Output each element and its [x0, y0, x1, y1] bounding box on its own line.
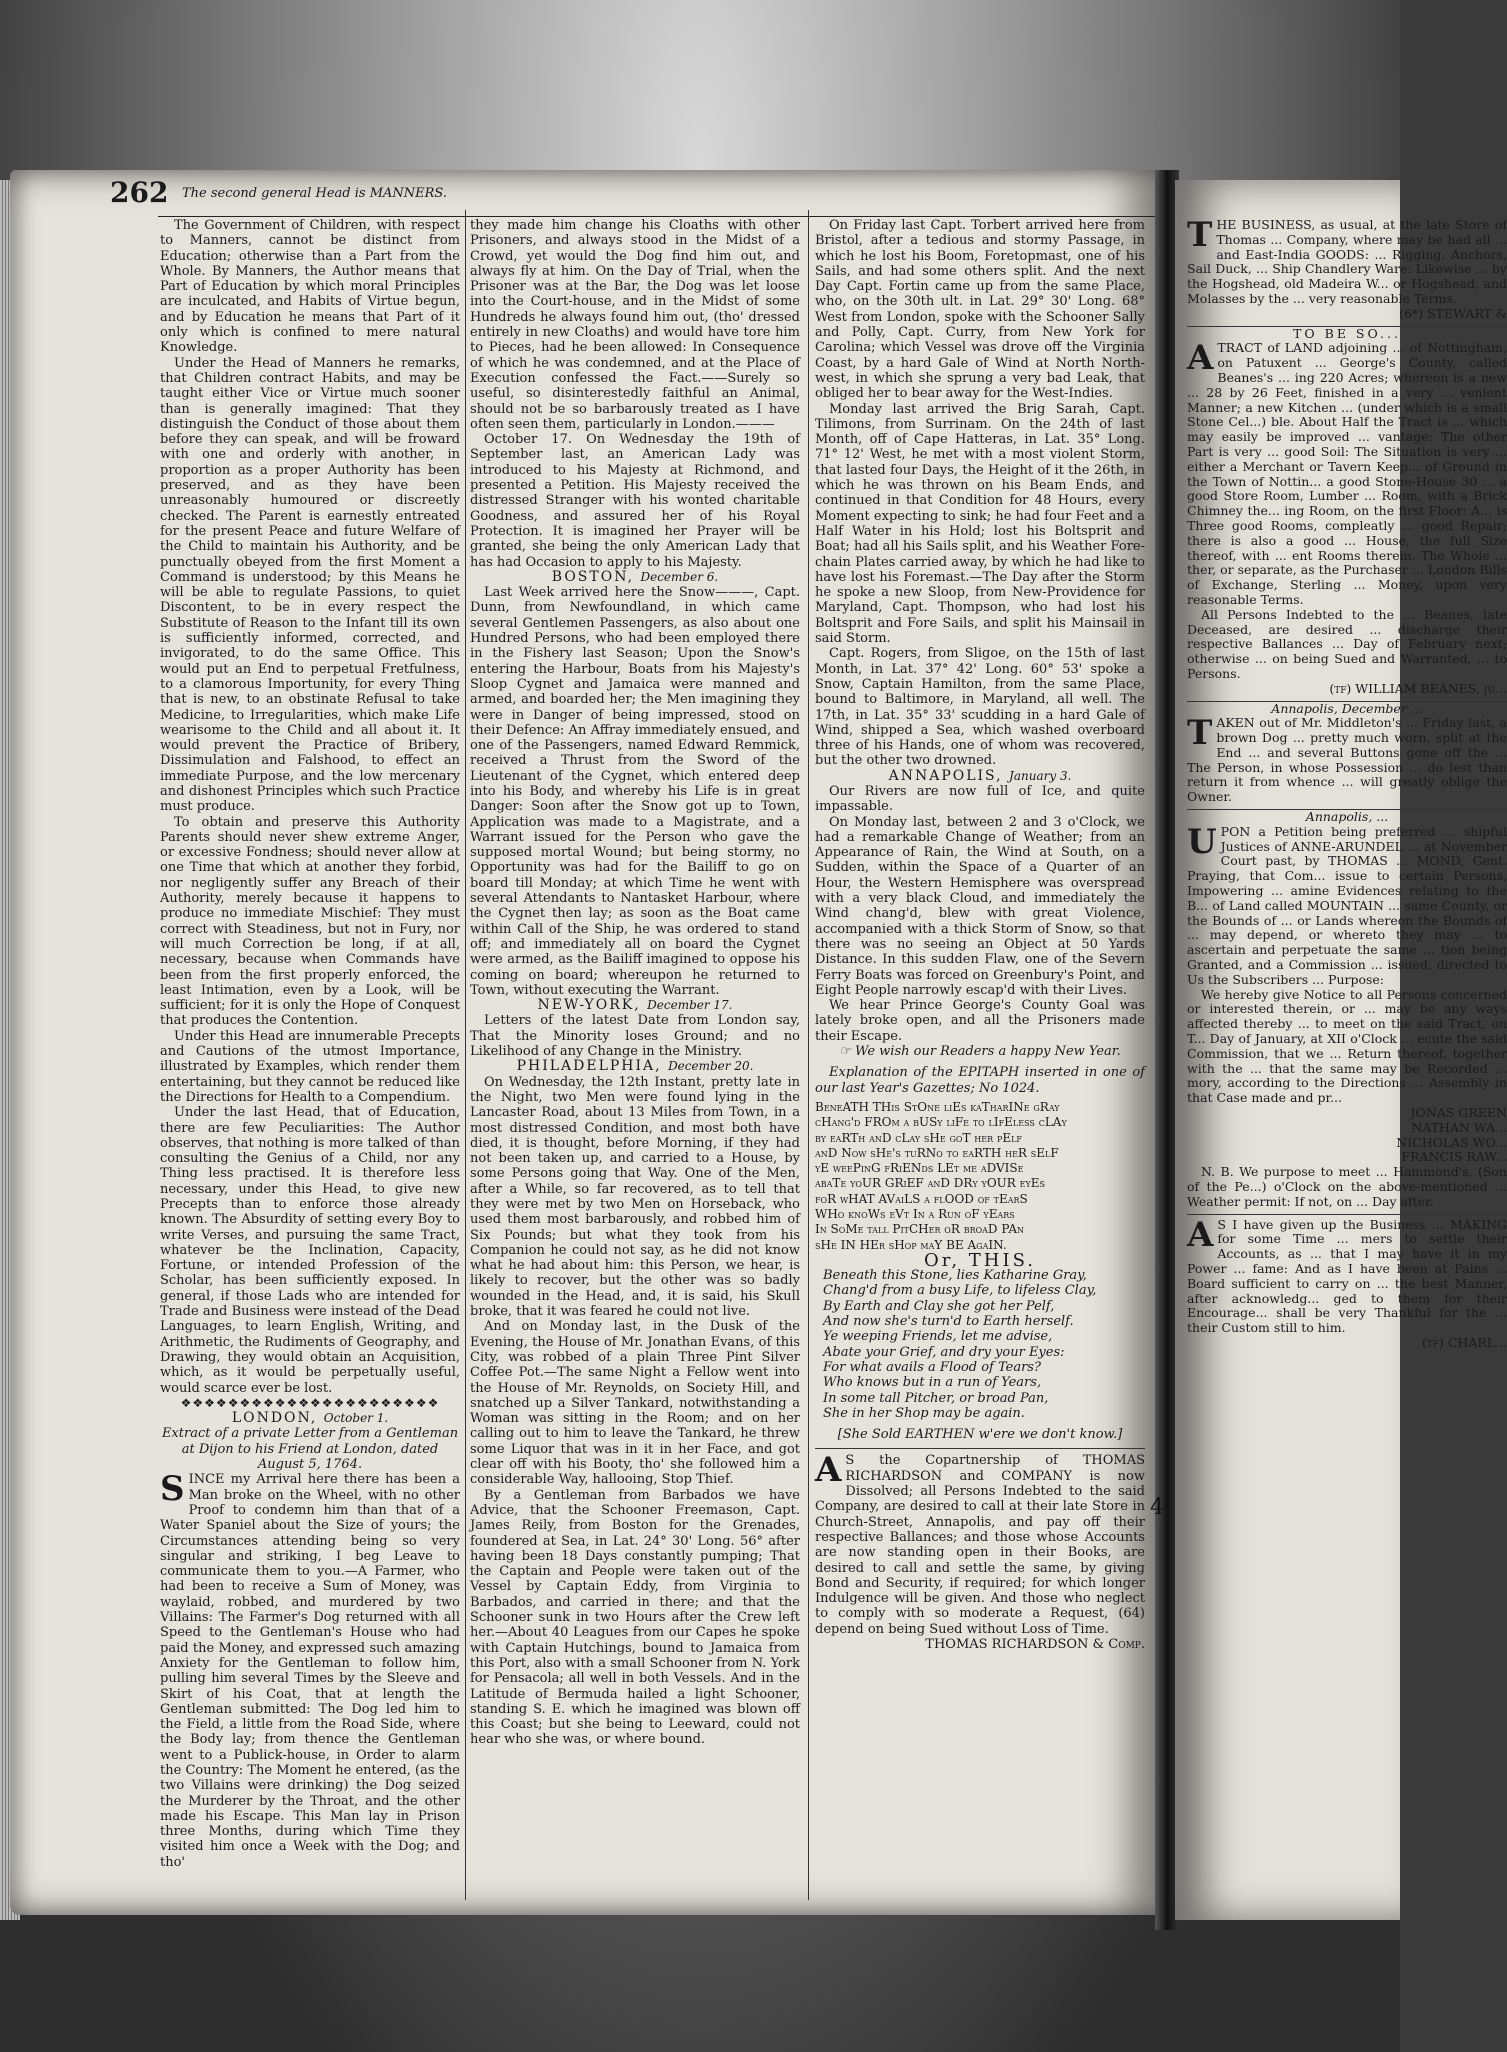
dateline-date: December 6.	[640, 569, 719, 584]
advertisement	[1187, 215, 1507, 307]
margin-note: 4	[1150, 1495, 1164, 1520]
ad-signature: JONAS GREEN	[1410, 1105, 1507, 1121]
ad-signature: THOMAS RICHARDSON & Comp.	[925, 1637, 1145, 1653]
ornament-divider: ❖❖❖❖❖❖❖❖❖❖❖❖❖❖❖❖❖❖❖❖❖❖	[180, 1395, 440, 1410]
drop-cap: T	[1187, 713, 1213, 754]
paragraph: Letters of the latest Date from London say, That the Minority loses Ground; and no Likelihood of any Change in the Ministry.	[470, 1013, 800, 1060]
ad-body: All Persons Indebted to the ... Beanes, late Deceased, are desired ... discharge their respective Ballances ... Day of February next; otherwise ... on being Sued and Warranted, ... to Persons.	[1187, 606, 1507, 681]
ad-body: PON a Petition being preferred ... shipful Justices of ANNE-ARUNDEL ... at November Court past, by THOMAS ... MOND, Gent. Praying, that Com... issue to certain Persons, Impowering ... amine Evidences relating to the B... of Land called MOUNTAIN ... same County, or the Bounds of ... or Lands whereon the Bounds of ... may depend, or whereto they may ... to ascertain and perpetuate the same ... tion being Granted, and a Commission ... issued, directed to Us the Subscribers ... Purpose:	[1187, 823, 1507, 987]
epitaph-line: by eaRTh anD cLay sHe goT her pElf	[815, 1130, 1022, 1145]
ad-body: S I have given up the Business ... MAKING for some Time ... mers to settle their Accounts, as ... that I may have it in my Power ... fame: And as I have been at Pains ... Board sufficient to carry on ... the best Manner, after acknowledg... ged to them for their Encourage... shall be very Thankful for the ... their Custom still to him.	[1187, 1216, 1507, 1336]
column-right	[1187, 215, 1507, 1908]
page-header	[110, 176, 1150, 216]
drop-cap: U	[1187, 821, 1217, 862]
advertisement	[1187, 821, 1507, 988]
dateline-city: ANNAPOLIS,	[888, 767, 1003, 784]
paragraph: Last Week arrived here the Snow———, Capt. Dunn, from Newfoundland, in which came several Gentlemen Passengers, as also about one Hundred Persons, who had been employed there in the Fishery last Season; Upon the Snow's entering the Harbour, Boats from his Majesty's Sloop Cygnet and Jamaica were manned and armed, and boarded her; the Men imagining they were in Danger of being impressed, stood on their Defence: An Affray immediately ensued, and one of the Passengers, named Edward Remmick, received a Thrust from the Sword of the Lieutenant of the Cygnet, which entered deep into his Body, and whereby his Life is in great Danger: Soon after the Snow got up to Town, Application was made to a Magistrate, and a Warrant issued for the Person who gave the supposed mortal Wound; but being stormy, no Opportunity was had for the Bailiff to go on board till Monday; at which Time he went with several Attendants to Nantasket Harbour, where the Cygnet then lay; as soon as the Boat came within Call of the Ship, he was ordered to stand off; and immediately all on board the Cygnet were armed, as the Bailiff imagined to oppose his coming on board; whereupon he returned to Town, without executing the Warrant.	[470, 585, 800, 998]
epitaph-line: yE weePinG fRiENds LEt me aDVISe	[815, 1161, 1024, 1176]
column-3	[815, 218, 1145, 1898]
dateline-boston	[470, 570, 800, 585]
column-2	[470, 218, 800, 1898]
paragraph: Our Rivers are now full of Ice, and quite impassable.	[815, 783, 1145, 815]
advertisement	[1187, 713, 1507, 805]
drop-cap: A	[1187, 1214, 1214, 1255]
verse-line: Ye weeping Friends, let me advise,	[823, 1329, 1053, 1345]
drop-cap: T	[1187, 215, 1213, 255]
dateline-annapolis	[815, 769, 1145, 784]
dateline-city: PHILADELPHIA,	[516, 1058, 662, 1075]
paragraph: Under this Head are innumerable Precepts and Cautions of the utmost Importance, illustrated by Examples, which render them entertaining, but they cannot be reduced like the Directions for Health to a Compendium.	[160, 1028, 460, 1105]
paragraph: Monday last arrived the Brig Sarah, Capt. Tilimons, from Surrinam. On the 24th of last Month, off of Cape Hatteras, in Lat. 35° Long. 71° 12' West, he met with a most violent Storm, that lasted four Days, the Height of it the 26th, in which he was thrown on his Beam Ends, and continued in that Condition for 48 Hours, every Moment expecting to sink; he had four Feet and a Half Water in his Hold; lost his Boltsprit and Boat; had all his Sails split, and his Weather Fore-chain Plates carried away, by which he had like to have lost his Foremast.—The Day after the Storm he spoke a new Sloop, from New-Providence for Maryland, Capt. Thompson, who had lost his Boltsprit and Fore Sails, and split his Mainsail in said Storm.	[815, 401, 1145, 647]
paragraph: October 17. On Wednesday the 19th of September last, an American Lady was introduced to his Majesty at Richmond, and presented a Petition. His Majesty received the distressed Stranger with his wonted charitable Goodness, and assured her of his Royal Protection. It is imagined her Prayer will be granted, she being the only American Lady that has had Occasion to apply to his Majesty.	[470, 432, 800, 570]
dateline-city: LONDON,	[231, 1410, 318, 1427]
verse-line: In some tall Pitcher, or broad Pan,	[823, 1390, 1049, 1406]
drop-cap: A	[1187, 338, 1214, 379]
ad-body: HE BUSINESS, as usual, at the late Store of Thomas ... Company, where may be had all ... and East-India GOODS: ... Rigging, Anchors, Sail Duck, ... Ship Chandlery Ware: Likewise ... by the Hogshead, old Madeira W... or Hogshead, and Molasses by the ... very reasonable Terms.	[1187, 217, 1507, 306]
ad-body: AKEN out of Mr. Middleton's ... Friday last, a brown Dog ... pretty much worn, split at the End ... and several Buttons gone off the ... The Person, in whose Possession ... do lest than return it from whence ... will greatly oblige the Owner.	[1187, 715, 1507, 805]
ad-date: Annapolis, December ...	[1187, 701, 1507, 717]
running-head: The second general Head is MANNERS.	[182, 186, 448, 201]
new-year-note: ☞ We wish our Readers a happy New Year.	[839, 1044, 1121, 1060]
epitaph-line: cHang'd FROm a bUSy liFe to lIfEless cLAy	[815, 1115, 1067, 1130]
epitaph-line: BeneATH THis StOne liEs kaTharINe gRay	[815, 1099, 1060, 1114]
paragraph: And on Monday last, in the Dusk of the Evening, the House of Mr. Jonathan Evans, of this City, was robbed of a plain Three Pint Silver Coffee Pot.—The same Night a Fellow went into the House of Mr. Reynolds, on Society Hill, and snatched up a Silver Tankard, notwithstanding a Woman was sitting in the Room; and on her calling out to him to leave the Tankard, he threw some Liquor that was in it in her Face, and got clear off with his Booty, tho' she followed him a considerable Way, hallooing, Stop Thief.	[470, 1319, 800, 1488]
paragraph: The Government of Children, with respect to Manners, cannot be distinct from Education; otherwise than a Part from the Whole. By Manners, the Author means that Part of Education by which moral Principles are inculcated, and Habits of Virtue begun, and by Education he means that Part of it only which is confined to mere natural Knowledge.	[160, 218, 460, 356]
paragraph	[160, 1469, 460, 1870]
dateline-city: NEW-YORK,	[537, 997, 641, 1014]
drop-cap: A	[815, 1450, 842, 1491]
paragraph-text: INCE my Arrival here there has been a Man broke on the Wheel, with no other Proof to condemn him than that of a Water Spaniel about the Size of yours; the Circumstances attending being so very singular and striking, I beg Leave to communicate them to you.—A Farmer, who had been to receive a Sum of Money, was waylaid, robbed, and murdered by two Villains: The Farmer's Dog returned with all Speed to the Gentleman's House who had paid the Money, and expressed such amazing Anxiety for the Gentleman to follow him, pulling him several Times by the Sleeve and Skirt of his Coat, that at length the Gentleman submitted: The Dog led him to the Field, a little from the Road Side, where the Body lay; from thence the Gentleman went to a Publick-house, in Order to alarm the Country: The Moment he entered, (as the two Villains were drinking) the Dog seized the Murderer by the Throat, and the other made his Escape. This Man lay in Prison three Months, during which Time they visited him once a Week with the Dog; and tho'	[160, 1472, 460, 1870]
paragraph: Under the Head of Manners he remarks, that Children contract Habits, and may be taught either Vice or Virtue much sooner than is generally imagined: That they distinguish the Conduct of those about them before they can speak, and will be froward with one and orderly with another, in proportion as a proper Authority has been preserved, and as they have been unreasonably humoured or discreetly checked. The Parent is earnestly entreated for the present Peace and future Welfare of the Child to maintain his Authority, and be punctually obeyed from the first Moment a Command is understood; by this Means he will be able to regulate Passions, to quiet Discontent, to be in every respect the Substitute of Reason to the Infant till its own is sufficiently informed, corrected, and invigorated, to do the same Office. This would put an End to perpetual Fretfulness, to a clamorous Importunity, for every Thing that is new, to an obstinate Refusal to take Medicine, to Irregularities, which make Life wearisome to the Child and all about it. It would prevent the Practice of Bribery, Dissimulation and Falshood, to effect an immediate Purpose, and the low mercenary and dishonest Principles which such Practice must produce.	[160, 355, 460, 815]
ad-text	[815, 1450, 1145, 1637]
epitaph-line: WHo knoWs eVt In a Run oF yEars	[815, 1207, 1015, 1221]
epitaph-line: sHe IN HEr sHop maY BE AgaIN.	[815, 1237, 1007, 1252]
verse-line: Beneath this Stone, lies Katharine Gray,	[823, 1268, 1087, 1284]
page-number: 262	[110, 176, 169, 209]
ad-signature: NICHOLAS WO...	[1396, 1134, 1507, 1150]
ad-signature: FRANCIS RAW...	[1401, 1149, 1507, 1165]
dateline-new-york	[470, 998, 800, 1013]
ad-signature: (6*) STEWART &	[1399, 305, 1507, 321]
column-rule	[808, 210, 809, 1900]
newspaper-spread	[0, 150, 1507, 1930]
advertisement	[1187, 1214, 1507, 1336]
paragraph: By a Gentleman from Barbados we have Advice, that the Schooner Freemason, Capt. James Reily, from Boston for the Grenades, foundered at Sea, in Lat. 24° 30' Long. 56° after having been 18 Days constantly pumping; That the Captain and People were taken out of the Vessel by Captain Eddy, from Virginia to Barbados, and carried in there; and that the Schooner sunk in two Hours after the Crew left her.—About 40 Leagues from our Capes he spoke with Captain Hutchings, bound to Jamaica from this Port, also with a small Schooner from N. York for Pensacola; all well in both Vessels. And in the Latitude of Bermuda hailed a light Schooner, standing S. E. which he imagined was blown off this Coast; but she being to Leeward, could not hear who she was, or where bound.	[470, 1487, 800, 1748]
ad-title: TO BE SO...	[1187, 326, 1507, 342]
ad-date: Annapolis, ...	[1187, 809, 1507, 825]
dateline-date: December 20.	[668, 1059, 754, 1074]
dateline-date: October 1.	[323, 1411, 389, 1426]
epitaph-line: anD Now sHe's tuRNo to eaRTH heR sElF	[815, 1145, 1059, 1160]
extract-heading: Extract of a private Letter from a Gentleman at Dijon to his Friend at London, dated August 5, 1764.	[161, 1426, 459, 1473]
right-page	[1175, 180, 1507, 1920]
ad-note: N. B. We purpose to meet ... Hammond's, (Son of the Pe...) o'Clock on the above-mentioned ... Weather permit: If not, on ... Day after.	[1187, 1164, 1507, 1209]
dateline-city: BOSTON,	[551, 568, 635, 585]
earthen-note: [She Sold EARTHEN w'ere we don't know.]	[837, 1427, 1123, 1443]
ad-signature: (tf) CHARL...	[1421, 1334, 1507, 1350]
ad-signature: NATHAN WA...	[1411, 1119, 1507, 1135]
or-this-heading: Or, THIS.	[923, 1249, 1037, 1271]
ad-body: We hereby give Notice to all Persons concerned or interested therein, or ... may be any ways affected thereby ... to meet on the said Tract, on T... Day of January, at XII o'Clock ... ecute the said Commission, that we ... Return thereof, together with the ... that the same may be Recorded ... mory, according to the Directions ... Assembly in that Case made and pr...	[1187, 986, 1507, 1106]
dateline-london	[160, 1411, 460, 1426]
header-rule	[158, 216, 1158, 217]
verse-line: Chang'd from a busy Life, to lifeless Clay,	[823, 1283, 1097, 1299]
verse-line: She in her Shop may be again.	[823, 1405, 1025, 1421]
paragraph: they made him change his Cloaths with other Prisoners, and always stood in the Midst of a Crowd, yet would the Dog find him out, and always fly at him. On the Day of Trial, when the Prisoner was at the Bar, the Dog was let loose into the Court-house, and in the Midst of some Hundreds he always found him out, (tho' dressed entirely in new Cloaths) and would have tore him to Pieces, had he been allowed: In Consequence of which he was condemned, and at the Place of Execution confessed the Fact.——Surely so useful, so disinterestedly faithful an Animal, should not be so barbarously treated as I have often seen them, particularly in London.———	[470, 218, 800, 432]
paragraph: On Monday last, between 2 and 3 o'Clock, we had a remarkable Change of Weather; from an Appearance of Rain, the Wind at South, on a Sudden, within the Space of a Quarter of an Hour, the Western Hemisphere was overspread with a very black Cloud, and immediately the Wind chang'd, blew with great Violence, accompanied with a thick Storm of Snow, so that there was no seeing an Object at 50 Yards Distance. In this sudden Flaw, one of the Severn Ferry Boats was forced on Greenbury's Point, and Eight People narrowly escap'd with their Lives.	[815, 814, 1145, 998]
verse-line: For what avails a Flood of Tears?	[823, 1359, 1041, 1375]
column-rule	[465, 210, 466, 1900]
dateline-date: January 3.	[1009, 768, 1072, 783]
paragraph: We hear Prince George's County Goal was lately broke open, and all the Prisoners made their Escape.	[815, 998, 1145, 1044]
verse-line: Who knows but in a run of Years,	[823, 1375, 1042, 1391]
advertisement	[815, 1448, 1145, 1652]
verse-line: Abate your Grief, and dry your Eyes:	[823, 1344, 1065, 1360]
ad-signature: (tf) WILLIAM BEANES, ju...	[1329, 680, 1507, 696]
left-page	[10, 170, 1160, 1915]
paragraph: Capt. Rogers, from Sligoe, on the 15th of last Month, in Lat. 37° 42' Long. 60° 53' spoke a Snow, Captain Hamilton, from the same Place, bound to Baltimore, in Maryland, all well. The 17th, in Lat. 35° 33' scudding in a hard Gale of Wind, shipped a Sea, which washed overboard three of his Hands, one of whom was recovered, but the other two drowned.	[815, 646, 1145, 769]
paragraph: On Wednesday, the 12th Instant, pretty late in the Night, two Men were found lying in the Lancaster Road, about 13 Miles from Town, in a most distressed Condition, and most both have died, it is thought, before Morning, if they had not been taken up, and carried to a House, by some Persons going that Way. One of the Men, after a While, so far recovered, as to tell that they were met by two Men on Horseback, who used them most barbarously, and robbed him of Six Pounds; but what they took from his Companion he could not say, as he did not know what he had about him: this Person, we hear, is likely to recover, but the other was so badly wounded in the Head, and, it is said, his Skull broke, that it was feared he could not live.	[470, 1074, 800, 1320]
epitaph-block	[815, 1100, 1145, 1253]
ad-body: TRACT of LAND adjoining ... of Nottingham, on Patuxent ... George's County, called Beanes's ... ing 220 Acres; whereon is a new ... 28 by 26 Feet, finished in a very ... venient Manner; a new Kitchen ... (under which is a small Stone Cel...) ble. About Half the Tract is ... which may easily be improved ... vantage: The other Part is very ... good Soil: The Situation is very ... either a Merchant or Tavern Keep... of Ground in the Town of Nottin... a good Stone-House 30 ... a good Store Room, Lumber ... Room, with a Brick Chimney the... ing Room, on the first Floor: A... is Three good Rooms, compleatly ... good Repair; there is also a good ... House, the full Size thereof, with ... ent Rooms therein. The Whole ... ther, or separate, as the Purchaser ... London Bills of Exchange, Sterling ... Money, upon very reasonable Terms.	[1187, 340, 1507, 607]
verse-block	[815, 1268, 1145, 1421]
dateline-date: December 17.	[647, 998, 733, 1013]
verse-line: And now she's turn'd to Earth herself.	[823, 1314, 1074, 1330]
epitaph-heading: Explanation of the EPITAPH inserted in one of our last Year's Gazettes; No 1024.	[815, 1065, 1145, 1096]
paragraph: On Friday last Capt. Torbert arrived here from Bristol, after a tedious and stormy Passage, in which he lost his Boom, Foretopmast, one of his Sails, and had some others split. And the next Day Capt. Fortin came up from the same Place, who, on the 30th ult. in Lat. 29° 30' Long. 68° West from London, spoke with the Schooner Sally and Polly, Capt. Curry, from New York for Carolina; which Vessel was drove off the Virginia Coast, by a hard Gale of Wind at North North-west, in which she sprung a very bad Leak, that obliged her to bear away for the West-Indies.	[815, 218, 1145, 402]
epitaph-line: abaTe yoUR GRiEF anD DRy yOUR eyEs	[815, 1176, 1045, 1191]
paragraph: Under the last Head, that of Education, there are few Peculiarities: The Author observes, that nothing is more talked of than consulting the Genius of a Child, nor any Thing less practised. It is therefore less necessary, under this Head, to give new Precepts than to enforce those already known. The Absurdity of setting every Boy to write Verses, and pursuing the same Tract, whatever be the Inclination, Capacity, Fortune, or intended Profession of the Scholar, has been sufficiently exposed. In general, if those Lads who are intended for Trade and Business were instead of the Dead Languages, to learn English, Writing, and Arithmetic, the Rudiments of Geography, and Drawing, they would obtain an Acquisition, which, as it would be perpetually useful, would scarce ever be lost.	[160, 1105, 460, 1396]
verse-line: By Earth and Clay she got her Pelf,	[823, 1298, 1055, 1314]
paragraph: To obtain and preserve this Authority Parents should never shew extreme Anger, or excessive Fondness; should never allow at one Time that which at another they forbid, nor negligently suffer any Breach of their Authority, merely because it happens to produce no immediate Mischief: They must correct with Steadiness, but not in Fury, nor will much Correction be long, if at all, necessary, because when Commands have been from the first properly enforced, the least Intimation, even by a Look, will be sufficient; for it is only the Hope of Conquest that produces the Contention.	[160, 814, 460, 1029]
epitaph-line: In SoMe tall PitCHer oR broaD PAn	[815, 1222, 1025, 1237]
dateline-philadelphia	[470, 1059, 800, 1074]
epitaph-line: foR wHAT AVaiLS a flOOD of tEarS	[815, 1191, 1028, 1206]
drop-cap: S	[160, 1469, 185, 1510]
ad-body: S the Copartnership of THOMAS RICHARDSON and COMPANY is now Dissolved; all Persons Indebted to the said Company, are desired to call at their late Store in Church-Street, Annapolis, and pay off their respective Ballances; and those whose Accounts are now standing open in their Books, are desired to call and settle the same, by giving Bond and Security, if required; for which longer Indulgence will be given. And those who neglect to comply with so moderate a Request, (64) depend on being Sued without Loss of Time.	[815, 1453, 1145, 1637]
advertisement	[1187, 338, 1507, 607]
column-1	[160, 218, 460, 1898]
